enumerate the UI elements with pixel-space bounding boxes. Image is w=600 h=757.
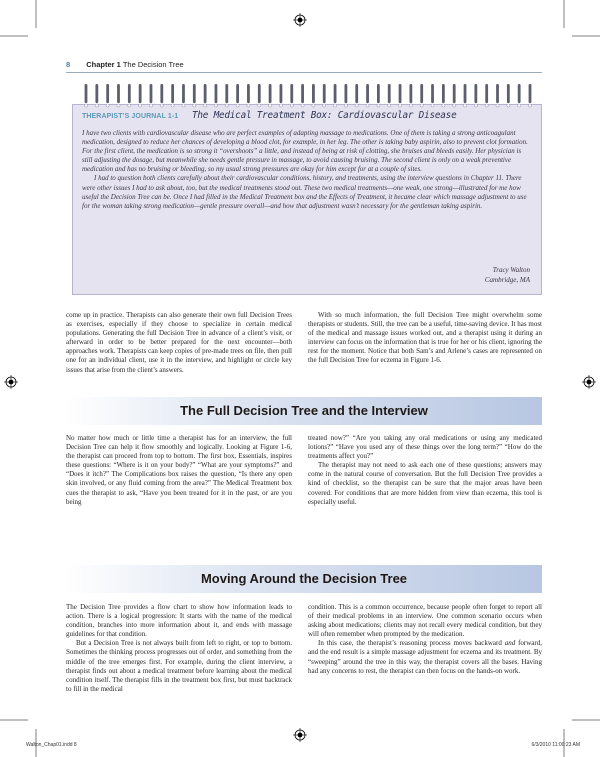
paragraph: come up in practice. Therapists can also generate their own full Decision Trees as exercises, especially if they choose to specialize in certain medical populations. Generating the full Decision Tree in advance of a client’s visit, or afterward in order to be better prepared for the next encounter—both approaches work. Therapists can keep copies of pre-made trees on file, then pull one for an individual client, use it in the interview, and highlight or circle key issues that arise from the client’s answers. [66,311,292,374]
page-number: 8 [66,60,71,69]
paragraph: treated now?” “Are you taking any oral medications or using any medicated lotions?” “Have you used any of these things over the long term?” “How do the treatments affect you?” [308,434,542,461]
paragraph: No matter how much or little time a therapist has for an interview, the full Decision Tree can help it flow smoothly and logically. Looking at Figure 1-6, the therapist can proceed from top to bottom. The first box, Essentials, inspires these questions: “Where is it on your body?” “What are your symptoms?” and “Does it itch?” The Complications box raises the question, “Is there any open skin involved, or any fluid coming from the area?” The Medical Treatment box cues the therapist to ask, “Have you been treated for it in the past, or are you being [66,434,292,506]
chapter-label: Chapter 1 [86,60,121,69]
signature-name: Tracy Walton [492,266,530,274]
section-heading: Moving Around the Decision Tree [200,571,408,586]
paragraph: condition. This is a common occurrence, because people often forget to report all of their medical problems in an interview. One common scenario occurs when asking about medications; clients may not recall every medical condition, but they will often remember when prompted by the medication. [308,603,542,639]
text-run: forward, and the end result is a simple massage adjustment for eczema and its treatment. By “sweeping” around the tree in this way, the therapist covers all the bases. Having had any concerns to rest, the therapist can then focus on the hands-on work. [308,639,542,675]
paragraph: The therapist may not need to ask each one of these questions; answers may come in the natural course of conversation. But the full Decision Tree provides a kind of checklist, so the therapist can be sure that the major areas have been covered. For conditions that are more hidden from view than eczema, this tool is especially useful. [308,461,542,506]
paragraph: But a Decision Tree is not always built from left to right, or top to bottom. Sometimes the thinking process progresses out of order, and something from the middle of the tree emerges first. For example, during the client interview, a therapist finds out about a medical treatment before learning about the medical condition itself. The therapist fills in the treatment box first, but must backtrack to fill in the medical [66,639,292,693]
paragraph: With so much information, the full Decision Tree might overwhelm some therapists or students. Still, the tree can be a useful, time-saving device. It has most of the medical and massage issues worked out, and a therapist using it during an interview can focus on the information that is true for her or his client, ignoring the rest for the moment. Notice that both Sam’s and Arlene’s cases are represented on the full Decision Tree for eczema in Figure 1-6. [308,311,542,365]
print-datetime: 6/3/2010 11:00:23 AM [531,742,580,748]
file-name: Walton_Chap01.indd 8 [26,742,77,748]
chapter-title: The Decision Tree [122,60,184,69]
paragraph: The Decision Tree provides a flow chart to show how information leads to action. There is a logical progression: It starts with the name of the medical condition, branches into more information about it, and ends with massage guidelines for that condition. [66,603,292,639]
section-heading: The Full Decision Tree and the Interview [180,403,428,418]
journal-label: THERAPIST’S JOURNAL 1-1 [82,113,179,120]
journal-title: The Medical Treatment Box: Cardiovascular Disease [192,110,457,121]
text-run: In this case, the therapist’s reasoning process moves backward [318,639,505,648]
emphasis: and [504,639,516,648]
journal-paragraph: I have two clients with cardiovascular disease who are perfect examples of adapting massage to medications. One of them is taking a strong anticoagulant medication, designed to reduce her chances of developing a blood clot, for example, in her leg. The other is taking baby aspirin, also to prevent clot formation. For the first client, the medication is so strong it “overshoots” a little, and instead of being at risk of clotting, she bruises and bleeds easily. Her physician is still adjusting the dosage, but meanwhile she needs gentle pressure in massage, to avoid causing bruising. The second client is only on a weak preventive medication and has no bruising or bleeding, so my usual strong pressures are okay for him except for at a couple of sites. [82,129,528,174]
signature-place: Cambridge, MA [484,276,530,284]
journal-paragraph: I had to question both clients carefully about their cardiovascular conditions, history, and treatments, using the interview questions in Chapter 11. There were other issues I had to ask about, too, but the medical treatments stood out. These two medical treatments—one weak, one strong—illustrated for me how useful the Decision Tree can be. Once I had filled in the Medical Treatment box and the Effects of Treatment, it became clear which massage adjustment to use for the woman taking strong medication—gentle pressure overall—and how that adjustment wasn’t necessary for the gentleman taking aspirin. [82,174,527,210]
